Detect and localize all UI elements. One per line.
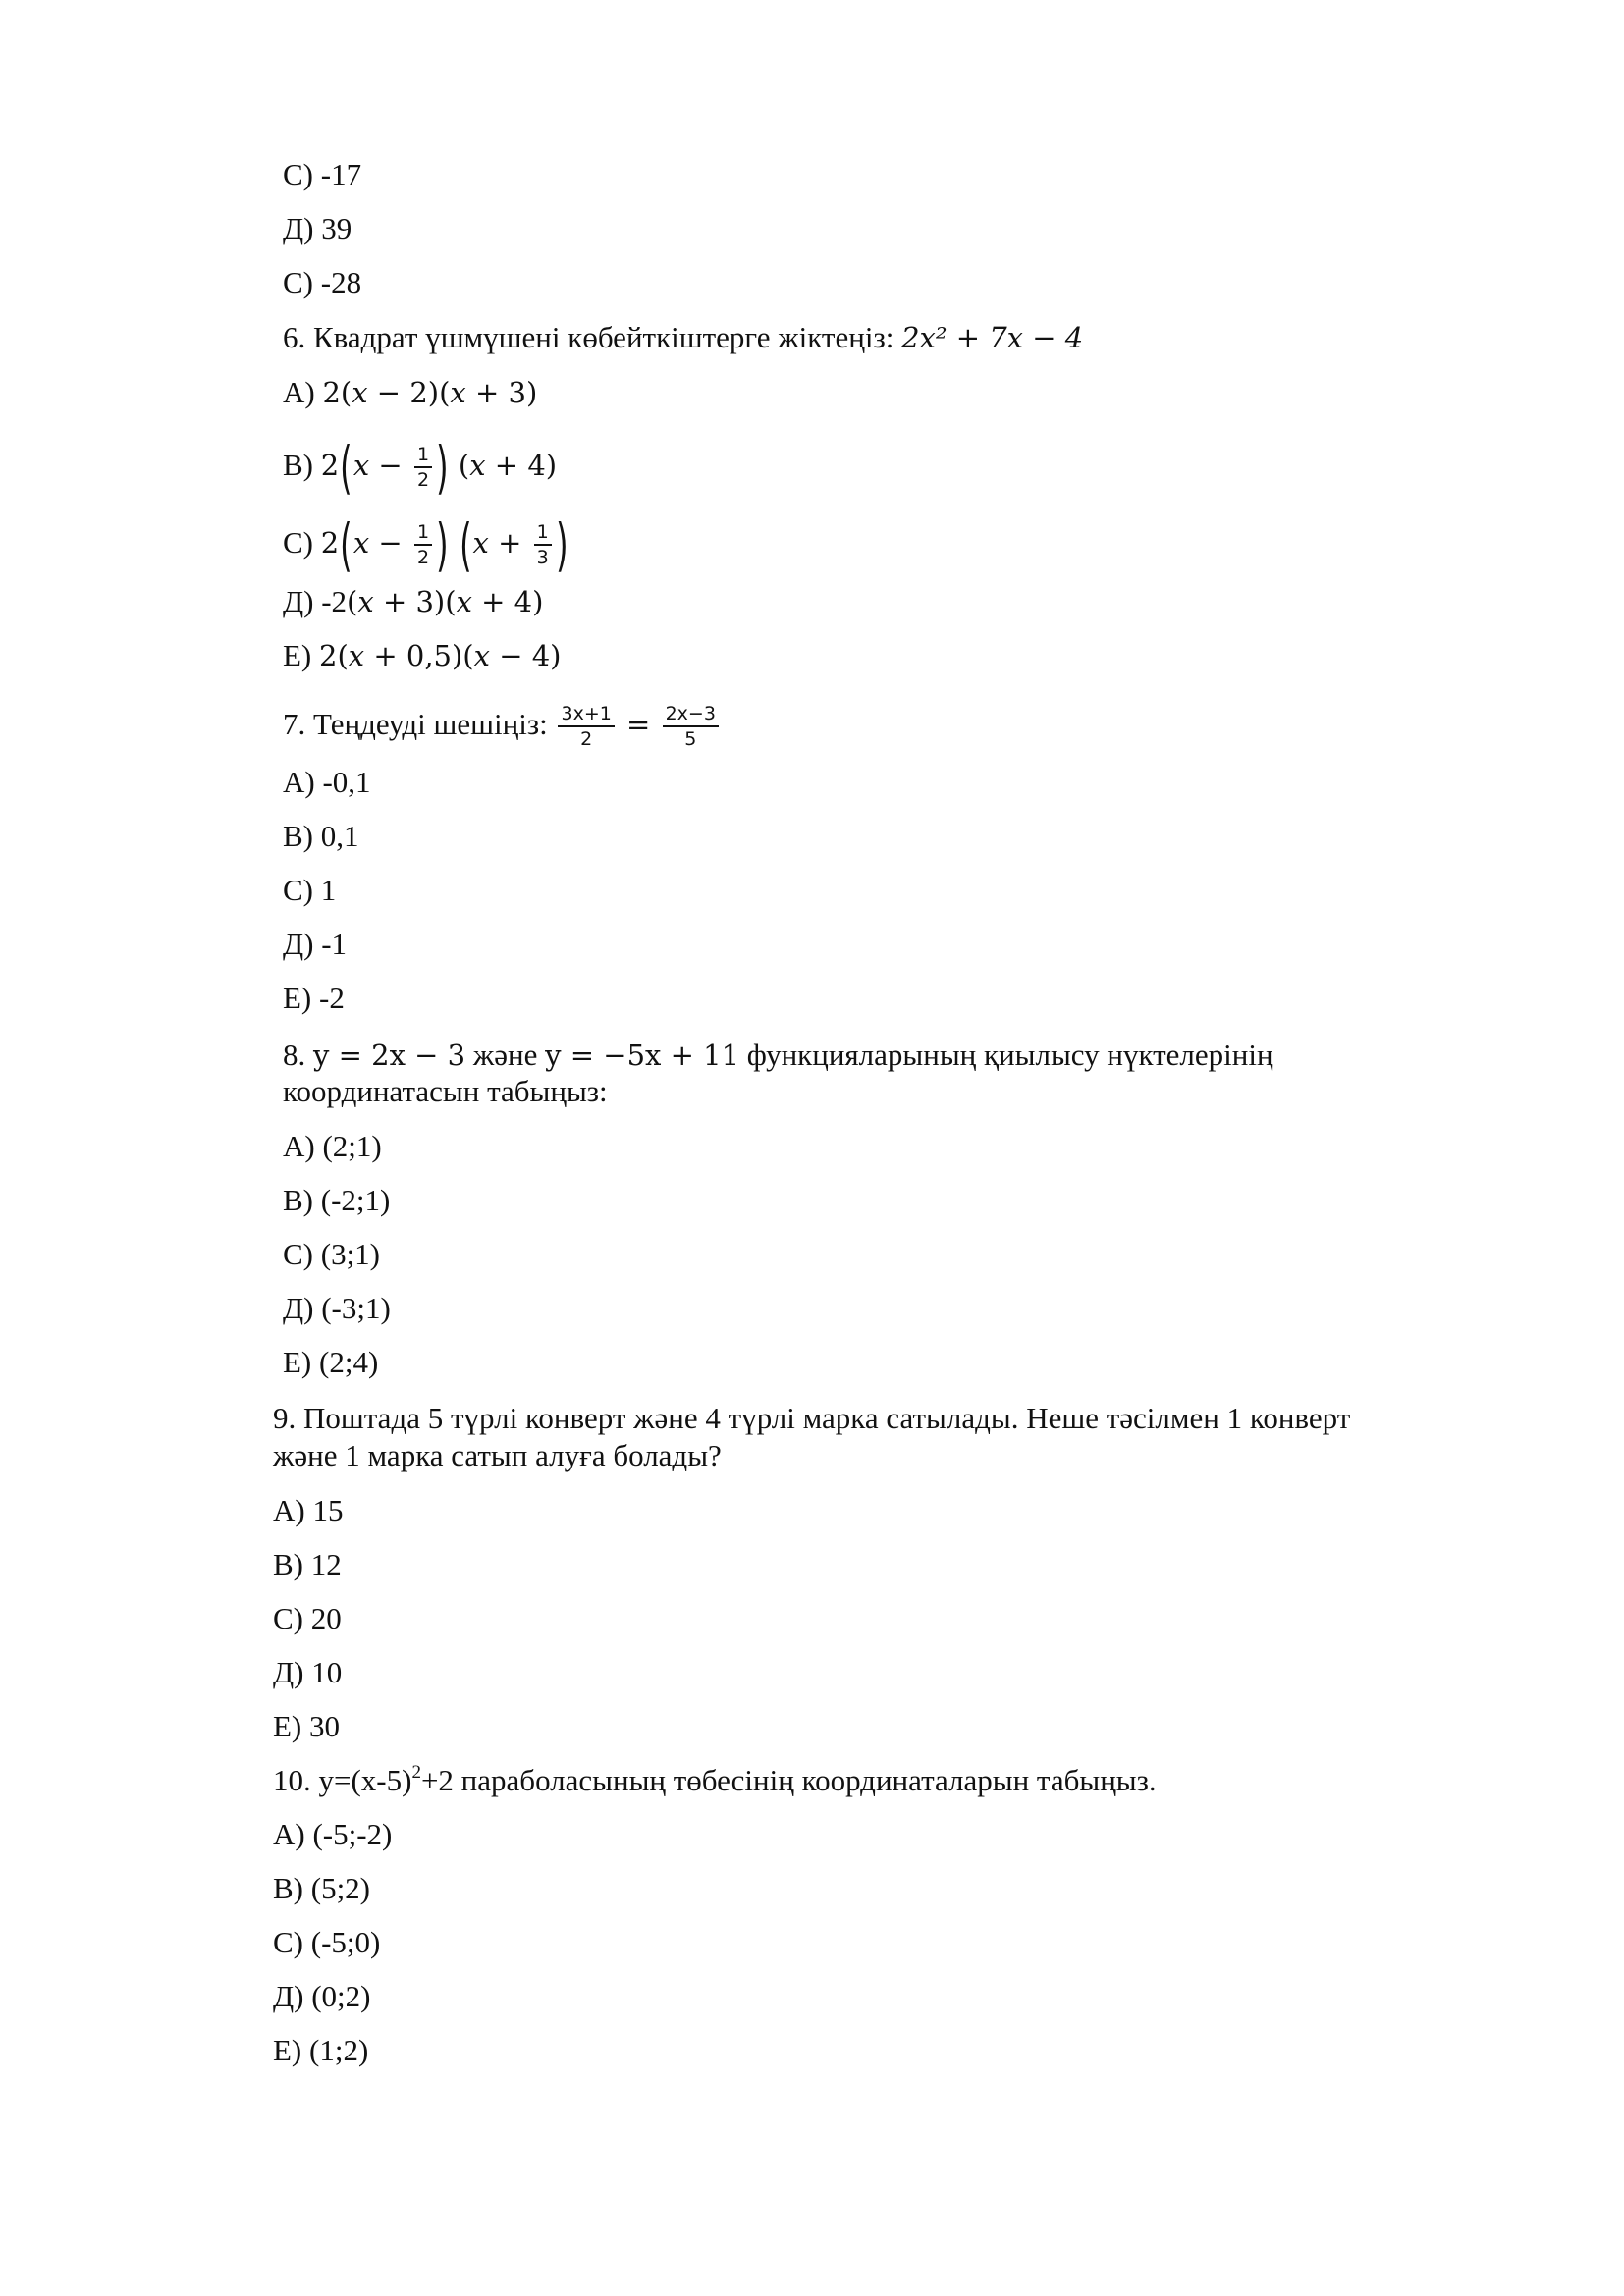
q9-prompt-line1: 9. Поштада 5 түрлі конверт және 4 түрлі марка сатылады. Неше тәсілмен 1 конверт bbox=[273, 1401, 1351, 1435]
q10-prompt bbox=[273, 1763, 1157, 1798]
q8-function-2: y = −5x + 11 bbox=[545, 1039, 740, 1072]
right-paren: ) bbox=[555, 511, 568, 578]
q6-prompt bbox=[283, 320, 1083, 355]
q8-function-1: y = 2x − 3 bbox=[313, 1039, 466, 1072]
q6-option-d-math: (x + 3)(x + 4) bbox=[347, 585, 544, 618]
left-paren: ( bbox=[340, 511, 352, 578]
q7-prompt-text: 7. Теңдеуді шешіңіз: bbox=[283, 707, 556, 741]
q9-prompt-line2: және 1 марка сатып алуға болады? bbox=[273, 1438, 722, 1472]
q9-option-a: А) 15 bbox=[273, 1493, 344, 1527]
q8-prompt-rest: функцияларының қиылысу нүктелерінің bbox=[739, 1038, 1273, 1072]
q6-option-a-label: А) bbox=[283, 375, 323, 409]
q8-prompt-line2: координатасын табыңыз: bbox=[283, 1074, 608, 1108]
q6-option-e-label: Е) bbox=[283, 638, 320, 672]
left-paren: ( bbox=[340, 434, 352, 501]
q8-prompt-line1 bbox=[283, 1038, 1273, 1073]
q7-option-c: С) 1 bbox=[283, 873, 337, 907]
q8-option-d: Д) (-3;1) bbox=[283, 1291, 391, 1325]
q6-option-c bbox=[283, 511, 568, 578]
q6-option-c-label: С) bbox=[283, 525, 321, 560]
q6-prompt-text: 6. Квадрат үшмүшені көбейткіштерге жіктеңіз: bbox=[283, 320, 902, 354]
q7-equation: $\frac{3x+1}{2}$ = $\frac{2x-3}{5}$ bbox=[555, 708, 721, 741]
q6-option-a-math: 2(x − 2)(x + 3) bbox=[322, 376, 538, 409]
q10-option-d: Д) (0;2) bbox=[273, 1979, 371, 2013]
q7-option-b: В) 0,1 bbox=[283, 819, 359, 853]
q6-option-e-math: 2(x + 0,5)(x − 4) bbox=[319, 639, 562, 672]
q6-option-b bbox=[283, 434, 558, 501]
q7-option-a: А) -0,1 bbox=[283, 765, 371, 799]
q6-option-a bbox=[283, 375, 537, 410]
q5-option-c2: С) -28 bbox=[283, 265, 362, 299]
q7-rhs-fraction: $\frac{2x-3}{5}$ bbox=[663, 703, 719, 750]
q6-option-d-label: Д) -2 bbox=[283, 584, 348, 618]
q8-number: 8. bbox=[283, 1038, 313, 1072]
fraction-one-half: $\frac{1}{2}$ bbox=[414, 444, 432, 491]
q10-option-a: А) (-5;-2) bbox=[273, 1817, 393, 1851]
q8-option-a: А) (2;1) bbox=[283, 1129, 382, 1163]
q7-prompt bbox=[283, 703, 722, 750]
q10-option-e: Е) (1;2) bbox=[273, 2033, 369, 2067]
q6-option-e bbox=[283, 638, 561, 673]
q8-option-e: Е) (2;4) bbox=[283, 1345, 379, 1379]
left-paren: ( bbox=[460, 511, 472, 578]
q10-suffix: +2 параболасының төбесінің координаталарын табыңыз. bbox=[420, 1763, 1157, 1797]
q5-option-d: Д) 39 bbox=[283, 211, 352, 245]
fraction-one-third: $\frac{1}{3}$ bbox=[534, 521, 552, 568]
q9-option-c: С) 20 bbox=[273, 1601, 342, 1635]
right-paren: ) bbox=[436, 434, 449, 501]
q10-prefix: 10. y=(x-5) bbox=[273, 1763, 412, 1797]
q7-option-d: Д) -1 bbox=[283, 927, 348, 961]
fraction-one-half: $\frac{1}{2}$ bbox=[414, 521, 432, 568]
q9-option-e: Е) 30 bbox=[273, 1709, 341, 1743]
q10-exponent: 2 bbox=[411, 1762, 421, 1783]
q8-conjunction: және bbox=[465, 1038, 546, 1072]
q7-lhs-fraction: $\frac{3x+1}{2}$ bbox=[558, 703, 614, 750]
q6-option-d bbox=[283, 584, 543, 619]
q5-option-c1: С) -17 bbox=[283, 157, 362, 191]
q6-expression: 2x² + 7x − 4 bbox=[901, 321, 1084, 354]
q8-option-b: В) (-2;1) bbox=[283, 1183, 391, 1217]
q6-option-c-math: 2(x − $\frac{1}{2}$ ) (x + $\frac{1}{3}$ ) bbox=[320, 511, 568, 578]
right-paren: ) bbox=[436, 511, 449, 578]
q7-option-e: Е) -2 bbox=[283, 981, 345, 1015]
q6-option-b-math: 2(x − $\frac{1}{2}$ ) (x + 4) bbox=[320, 434, 558, 501]
q8-option-c: С) (3;1) bbox=[283, 1237, 381, 1271]
q9-option-d: Д) 10 bbox=[273, 1655, 343, 1689]
q6-option-b-label: В) bbox=[283, 448, 321, 482]
q10-option-c: С) (-5;0) bbox=[273, 1925, 381, 1959]
q9-option-b: В) 12 bbox=[273, 1547, 342, 1581]
q10-option-b: В) (5;2) bbox=[273, 1871, 371, 1905]
